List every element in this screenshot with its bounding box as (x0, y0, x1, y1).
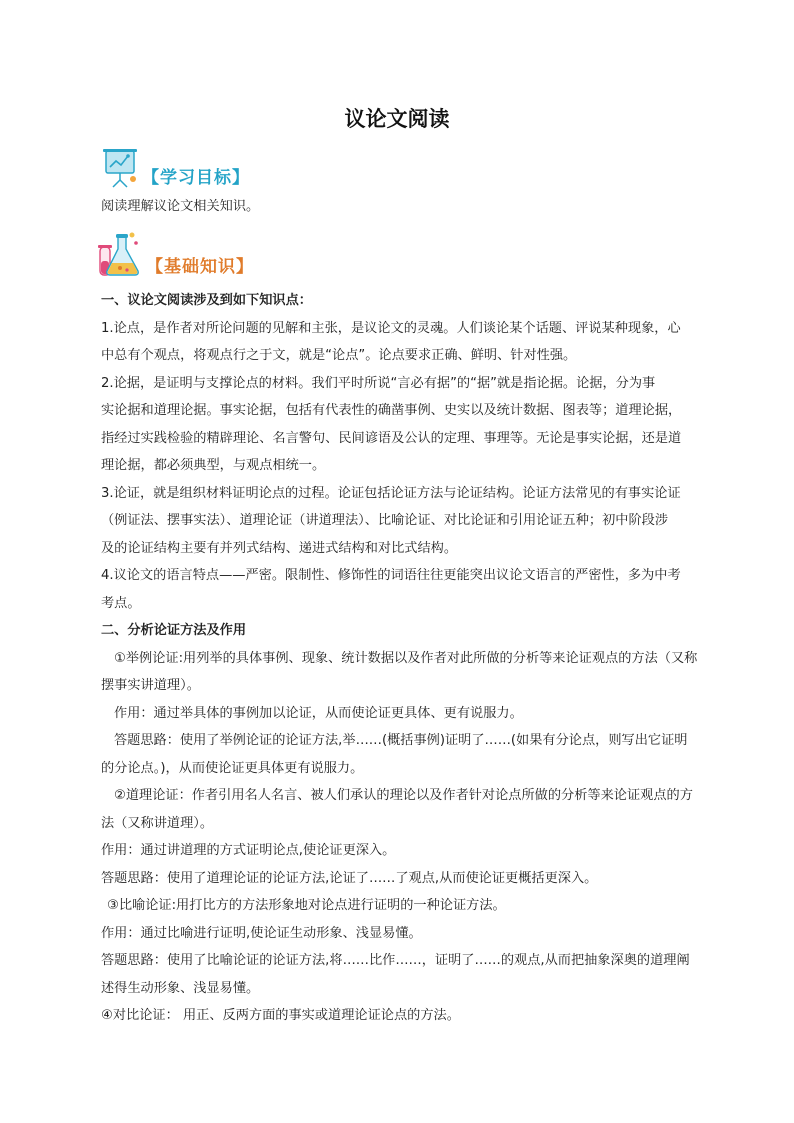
text-line: ④对比论证： 用正、反两方面的事实或道理论证论点的方法。 (101, 1008, 460, 1023)
text-line: 实论据和道理论据。事实论据，包括有代表性的确凿事例、史实以及统计数据、图表等；道理论据， (101, 403, 682, 418)
text-line: 法（又称讲道理）。 (101, 815, 214, 831)
text-line: 的分论点。)，从而使论证更具体更有说服力。 (101, 760, 364, 776)
basic-knowledge-body (101, 287, 698, 1030)
goal-text: 阅读理解议论文相关知识。 (101, 199, 260, 214)
text-line: 理论据，都必须典型，与观点相统一。 (101, 458, 326, 473)
text-line: 中总有个观点，将观点行之于文，就是“论点”。论点要求正确、鲜明、针对性强。 (101, 348, 577, 363)
goal-section-heading (100, 145, 250, 189)
text-line: 答题思路：使用了比喻论证的论证方法,将……比作……，证明了……的观点,从而把抽象深奥的道理阐 (101, 953, 690, 968)
basic-section-heading (96, 229, 254, 279)
text-line: 考点。 (101, 595, 141, 611)
text-line: 4.议论文的语言特点——严密。限制性、修饰性的词语往往更能突出议论文语言的严密性，多为中考 (101, 568, 681, 583)
text-line: 3.论证，就是组织材料证明论点的过程。论证包括论证方法与论证结构。论证方法常见的有事实论证 (101, 485, 681, 501)
text-line: （例证法、摆事实法）、道理论证（讲道理法）、比喻论证、对比论证和引用论证五种；初中阶段涉 (101, 513, 669, 528)
text-line: 作用：通过比喻进行证明,使论证生动形象、浅显易懂。 (101, 925, 422, 941)
presentation-board-icon (100, 145, 140, 189)
text-line: ②道理论证：作者引用名人名言、被人们承认的理论以及作者针对论点所做的分析等来论证观点的方 (114, 788, 693, 803)
text-line: 1.论点，是作者对所论问题的见解和主张，是议论文的灵魂。人们谈论某个话题、评说某种现象，心 (101, 320, 681, 336)
chemistry-flask-icon (96, 229, 144, 279)
text-line: 述得生动形象、浅显易懂。 (101, 980, 260, 996)
text-line: 及的论证结构主要有并列式结构、递进式结构和对比式结构。 (101, 540, 458, 556)
text-line: ③比喻论证:用打比方的方法形象地对论点进行证明的一种论证方法。 (107, 898, 506, 913)
text-line: 作用：通过举具体的事例加以论证，从而使论证更具体、更有说服力。 (114, 705, 523, 721)
goal-heading: 【学习目标】 (142, 168, 250, 188)
section-one-heading: 一、议论文阅读涉及到如下知识点： (101, 293, 312, 308)
text-line: 指经过实践检验的精辟理论、名言警句、民间谚语及公认的定理、事理等。无论是事实论据，还是道 (101, 430, 682, 446)
text-line: 答题思路：使用了举例论证的论证方法,举……(概括事例)证明了……(如果有分论点，则写出它证明 (114, 733, 688, 748)
basic-heading: 【基础知识】 (146, 257, 254, 277)
text-line: 作用：通过讲道理的方式证明论点,使论证更深入。 (101, 843, 396, 858)
text-line: ①举例论证:用列举的具体事例、现象、统计数据以及作者对此所做的分析等来论证观点的方法（又称 (114, 650, 698, 666)
text-line: 摆事实讲道理）。 (101, 678, 200, 693)
section-two-heading: 二、分析论证方法及作用 (101, 623, 247, 638)
text-line: 答题思路：使用了道理论证的论证方法,论证了……了观点,从而使论证更概括更深入。 (101, 870, 598, 886)
text-line: 2.论据，是证明与支撑论点的材料。我们平时所说“言必有据”的“据”就是指论据。论据，分为事 (101, 375, 656, 391)
page-title: 议论文阅读 (344, 106, 450, 131)
